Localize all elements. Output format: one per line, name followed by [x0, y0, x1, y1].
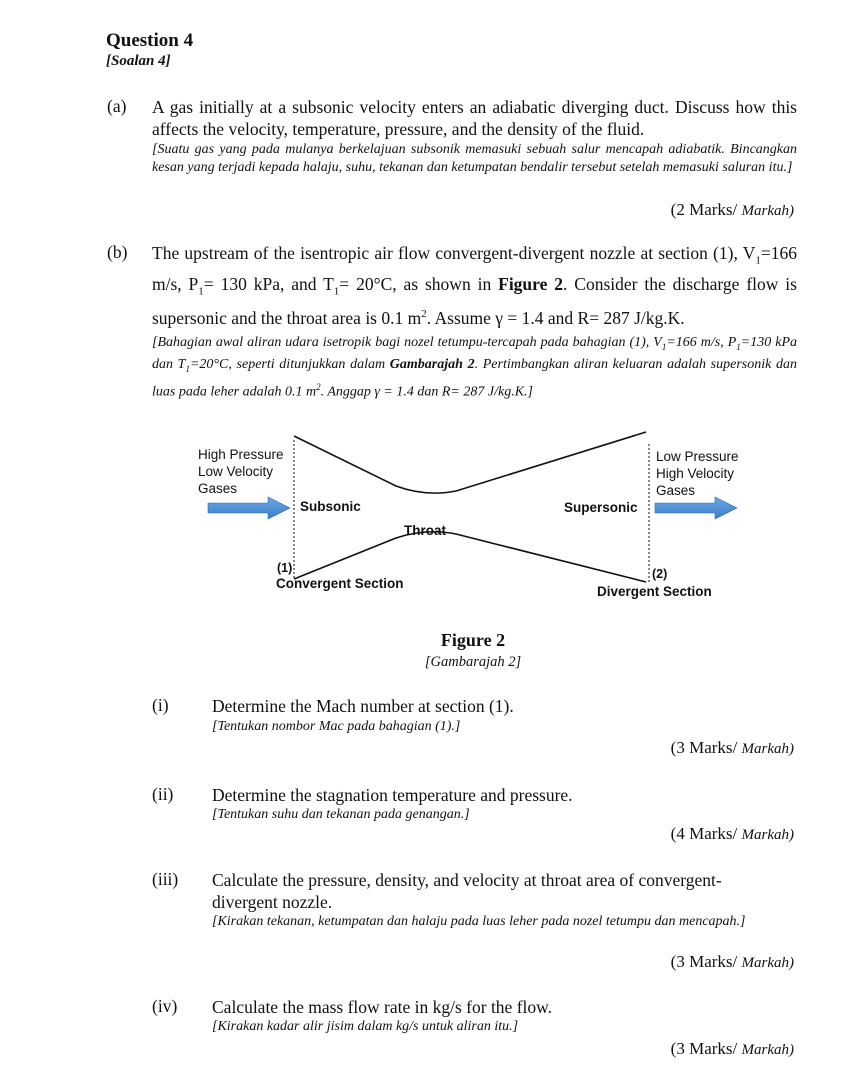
text-span: [Bahagian awal aliran udara isetropik bagi nozel tetumpu-tercapah pada bahagian (1), V [152, 335, 662, 350]
inflow-arrow-icon [208, 497, 290, 519]
subpart-ii-marks [671, 824, 794, 844]
label-line: High Pressure [198, 447, 284, 462]
marks-ms-text: Markah) [741, 741, 794, 757]
text-span: . Assume γ = 1.4 and R= 287 J/kg.K. [426, 307, 685, 328]
nozzle-lower-wall [294, 532, 646, 582]
figure-ref: Figure 2 [498, 273, 564, 294]
part-b-label: (b) [107, 242, 128, 262]
subpart-iii-malay: [Kirakan tekanan, ketumpatan dan halaju pada luas leher pada nozel tetumpu dan mencapah.] [212, 914, 746, 929]
figure-caption: Figure 2 [440, 630, 506, 650]
text-span: =130 kPa dan T [152, 335, 797, 373]
right-gas-label [656, 448, 739, 499]
part-a-english: A gas initially at a subsonic velocity enters an adiabatic diverging duct. Discuss how this affects the velocity, temperature, pressure, and the density of the fluid. [152, 97, 797, 139]
subpart-iv-label: (iv) [152, 996, 178, 1016]
text-span: = 20°C, as shown in [339, 273, 499, 294]
outflow-arrow-icon [655, 497, 737, 519]
marks-text: (2 Marks/ [670, 200, 738, 219]
part-a-label: (a) [107, 96, 127, 116]
subpart-iv-malay: [Kirakan kadar alir jisim dalam kg/s untuk aliran itu.] [212, 1019, 519, 1034]
question-subtitle: [Soalan 4] [106, 53, 171, 69]
convergent-label: Convergent Section [276, 576, 404, 591]
marks-ms-text: Markah) [741, 955, 794, 971]
subscript: 1 [736, 341, 741, 352]
text-span: =166 m/s, P [666, 335, 737, 350]
subpart-iii-label: (iii) [152, 869, 179, 889]
subpart-ii-label: (ii) [152, 784, 174, 804]
text-span: = 130 kPa, and T [203, 273, 334, 294]
subpart-iv-marks [671, 1039, 794, 1059]
part-a-malay: [Suatu gas yang pada mulanya berkelajuan subsonik memasuki sebuah salur mencapah adiabatik. Bincangkan kesan yang terjadi kepada halaju, suhu, tekanan dan ketumpatan bendalir tersebut setelah memasuki saluran itu.] [152, 142, 797, 175]
label-line: Gases [198, 481, 238, 496]
superscript: 2 [316, 381, 321, 392]
text-span: . Consider the discharge flow is supersonic and the throat area is 0.1 m [152, 273, 797, 328]
figure-caption-ms: [Gambarajah 2] [424, 654, 522, 670]
marks-ms-text: Markah) [741, 827, 794, 843]
left-gas-label [198, 446, 284, 497]
throat-label: Throat [404, 523, 446, 538]
superscript: 2 [421, 308, 427, 320]
question-title: Question 4 [106, 30, 194, 51]
subpart-iii-marks [671, 952, 794, 972]
marks-text: (3 Marks/ [670, 1039, 738, 1058]
subpart-i-label: (i) [152, 695, 169, 715]
figure-ref: Gambarajah 2 [389, 357, 475, 373]
subscript: 1 [661, 341, 667, 352]
label-line: High Velocity [656, 466, 735, 481]
subpart-ii-malay: [Tentukan suhu dan tekanan pada genangan.] [212, 807, 470, 822]
subpart-i-malay: [Tentukan nombor Mac pada bahagian (1).] [212, 719, 461, 734]
section-1-label: (1) [277, 561, 293, 575]
text-span: . Pertimbangkan aliran keluaran adalah supersonik dan luas pada leher adalah 0.1 m [152, 357, 797, 400]
subpart-i-marks [671, 738, 794, 758]
subscript: 1 [333, 285, 340, 297]
subpart-iii-english: Calculate the pressure, density, and velocity at throat area of convergent-divergent nozzle. [212, 870, 722, 912]
marks-ms-text: Markah) [741, 1042, 794, 1058]
text-span: . Anggap γ = 1.4 dan R= 287 J/kg.K.] [320, 384, 533, 400]
text-span: =20°C, seperti ditunjukkan dalam [189, 357, 390, 373]
label-line: Gases [656, 483, 696, 498]
subscript: 1 [755, 254, 761, 267]
label-line: Low Velocity [198, 464, 274, 479]
subpart-ii-english: Determine the stagnation temperature and pressure. [212, 785, 573, 805]
divergent-label: Divergent Section [597, 584, 712, 599]
text-span: The upstream of the isentropic air flow convergent-divergent nozzle at section (1), V [152, 243, 756, 263]
marks-text: (3 Marks/ [670, 952, 738, 971]
marks-text: (4 Marks/ [670, 824, 738, 843]
nozzle-upper-wall [294, 432, 646, 493]
subscript: 1 [185, 364, 190, 375]
section-2-label: (2) [652, 567, 668, 581]
label-line: Low Pressure [656, 449, 739, 464]
subscript: 1 [198, 285, 204, 297]
supersonic-label: Supersonic [564, 500, 638, 515]
text-span: =166 m/s, P [152, 243, 797, 294]
marks-ms-text: Markah) [741, 203, 794, 219]
marks-text: (3 Marks/ [670, 738, 738, 757]
subsonic-label: Subsonic [300, 499, 361, 514]
subpart-iv-english: Calculate the mass flow rate in kg/s for the flow. [212, 997, 553, 1017]
subpart-i-english: Determine the Mach number at section (1). [212, 696, 514, 716]
